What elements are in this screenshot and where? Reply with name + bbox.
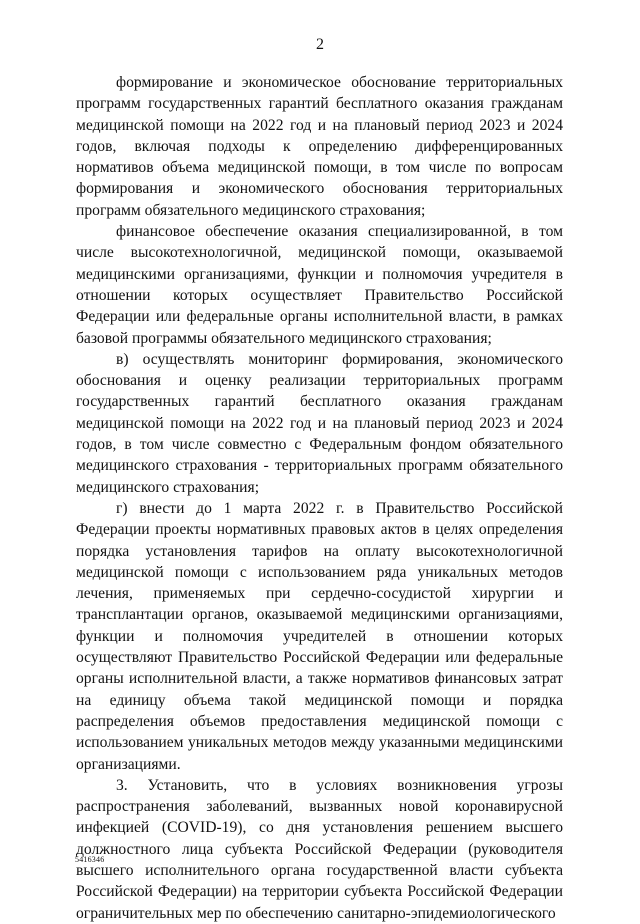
paragraph-3: в) осуществлять мониторинг формирования, экономического обоснования и оценку реализации территориальных программ государственных гарантий бесплатного оказания гражданам медицинской помощи на 2022 год и на плановый период 2023 и 2024 годов, в том числе совместно с Федеральным фондом обязательного медицинского страхования - территориальных программ обязательного медицинского страхования; [76, 350, 563, 496]
paragraph-2: финансовое обеспечение оказания специализированной, в том числе высокотехнологичной, медицинской помощи, оказываемой медицинскими организациями, функции и полномочия учредителя в отношении которых осуществляет Правительство Российской Федерации или федеральные органы исполнительной власти, в рамках базовой программы обязательного медицинского страхования; [76, 223, 563, 347]
paragraph-5: 3. Установить, что в условиях возникновения угрозы распространения заболеваний, вызванных новой коронавирусной инфекцией (COVID-19), со дня установления решением высшего должностного лица субъекта Российской Федерации (руководителя высшего исполнительного органа государственной власти субъекта Российской Федерации) на территории субъекта Российской Федерации ограничительных мер по обеспечению санитарно-эпидемиологического [76, 776, 563, 922]
paragraph-4: г) внести до 1 марта 2022 г. в Правительство Российской Федерации проекты нормативных правовых актов в целях определения порядка установления тарифов на оплату высокотехнологичной медицинской помощи с использованием ряда уникальных методов лечения, применяемых при сердечно-сосудистой хирургии и трансплантации органов, оказываемой медицинскими организациями, функции и полномочия учредителей в отношении которых осуществляют Правительство Российской Федерации или федеральные органы исполнительной власти, а также нормативов финансовых затрат на единицу объема такой медицинской помощи и порядка распределения объемов предоставления медицинской помощи с использованием уникальных методов между указанными медицинскими организациями. [76, 499, 563, 773]
page-number: 2 [316, 36, 324, 53]
document-body [76, 72, 563, 924]
document-code: 5416346 [75, 855, 105, 864]
paragraph-1: формирование и экономическое обоснование территориальных программ государственных гарантий бесплатного оказания гражданам медицинской помощи на 2022 год и на плановый период 2023 и 2024 годов, включая подходы к определению дифференцированных нормативов объема медицинской помощи, в том числе по вопросам формирования и экономического обоснования территориальных программ обязательного медицинского страхования; [76, 74, 563, 219]
